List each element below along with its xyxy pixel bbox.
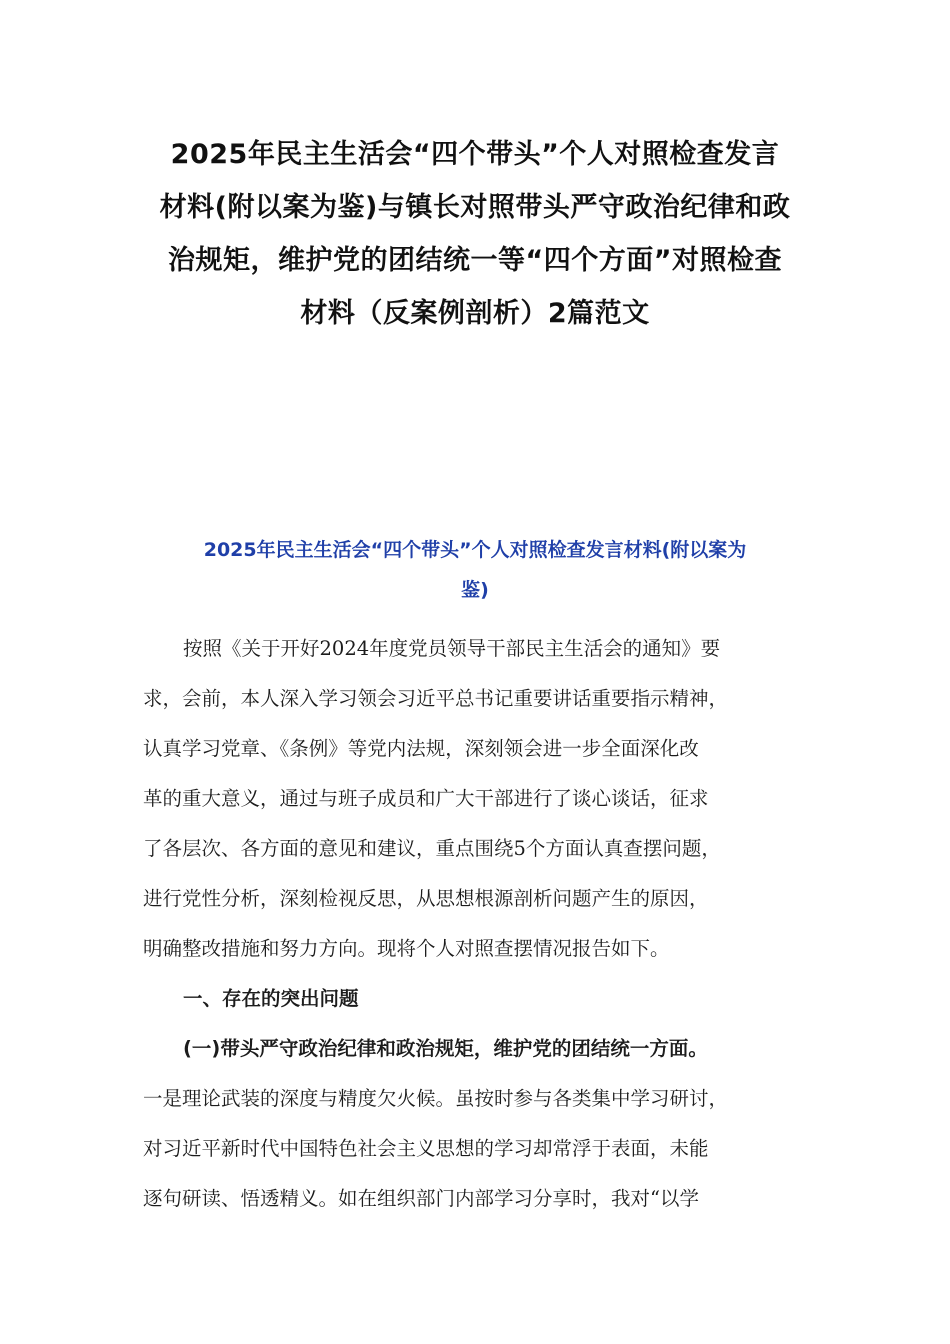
paragraph-line: 认真学习党章、《条例》等党内法规，深刻领会进一步全面深化改 <box>143 737 699 760</box>
paragraph-line: 明确整改措施和努力方向。现将个人对照查摆情况报告如下。 <box>143 937 670 960</box>
subtitle-line: 鉴) <box>461 579 489 601</box>
paragraph-line: 革的重大意义，通过与班子成员和广大干部进行了谈心谈话，征求 <box>143 787 709 810</box>
document-title <box>135 128 815 340</box>
subsection-heading: (一)带头严守政治纪律和政治规矩，维护党的团结统一方面。 <box>183 1037 708 1060</box>
paragraph-line: 对习近平新时代中国特色社会主义思想的学习却常浮于表面，未能 <box>143 1137 709 1160</box>
title-line: 材料(附以案为鉴)与镇长对照带头严守政治纪律和政 <box>159 192 791 223</box>
title-line: 治规矩，维护党的团结统一等“四个方面”对照检查 <box>168 245 782 276</box>
paragraph-line: 逐句研读、悟透精义。如在组织部门内部学习分享时，我对“以学 <box>143 1187 699 1210</box>
paragraph-line: 了各层次、各方面的意见和建议，重点围绕5个方面认真查摆问题， <box>143 837 721 860</box>
section-title <box>135 530 815 610</box>
paragraph-line: 按照《关于开好2024年度党员领导干部民主生活会的通知》要 <box>183 637 721 660</box>
paragraph-line: 求，会前，本人深入学习领会习近平总书记重要讲话重要指示精神， <box>143 687 729 710</box>
paragraph-line: 进行党性分析，深刻检视反思，从思想根源剖析问题产生的原因， <box>143 887 709 910</box>
section-heading: 一、存在的突出问题 <box>183 987 359 1010</box>
paragraph-line: 一是理论武装的深度与精度欠火候。虽按时参与各类集中学习研讨， <box>143 1087 729 1110</box>
title-line: 材料（反案例剖析）2篇范文 <box>300 298 650 329</box>
subtitle-line: 2025年民主生活会“四个带头”个人对照检查发言材料(附以案为 <box>203 539 747 561</box>
title-line: 2025年民主生活会“四个带头”个人对照检查发言 <box>170 139 780 170</box>
